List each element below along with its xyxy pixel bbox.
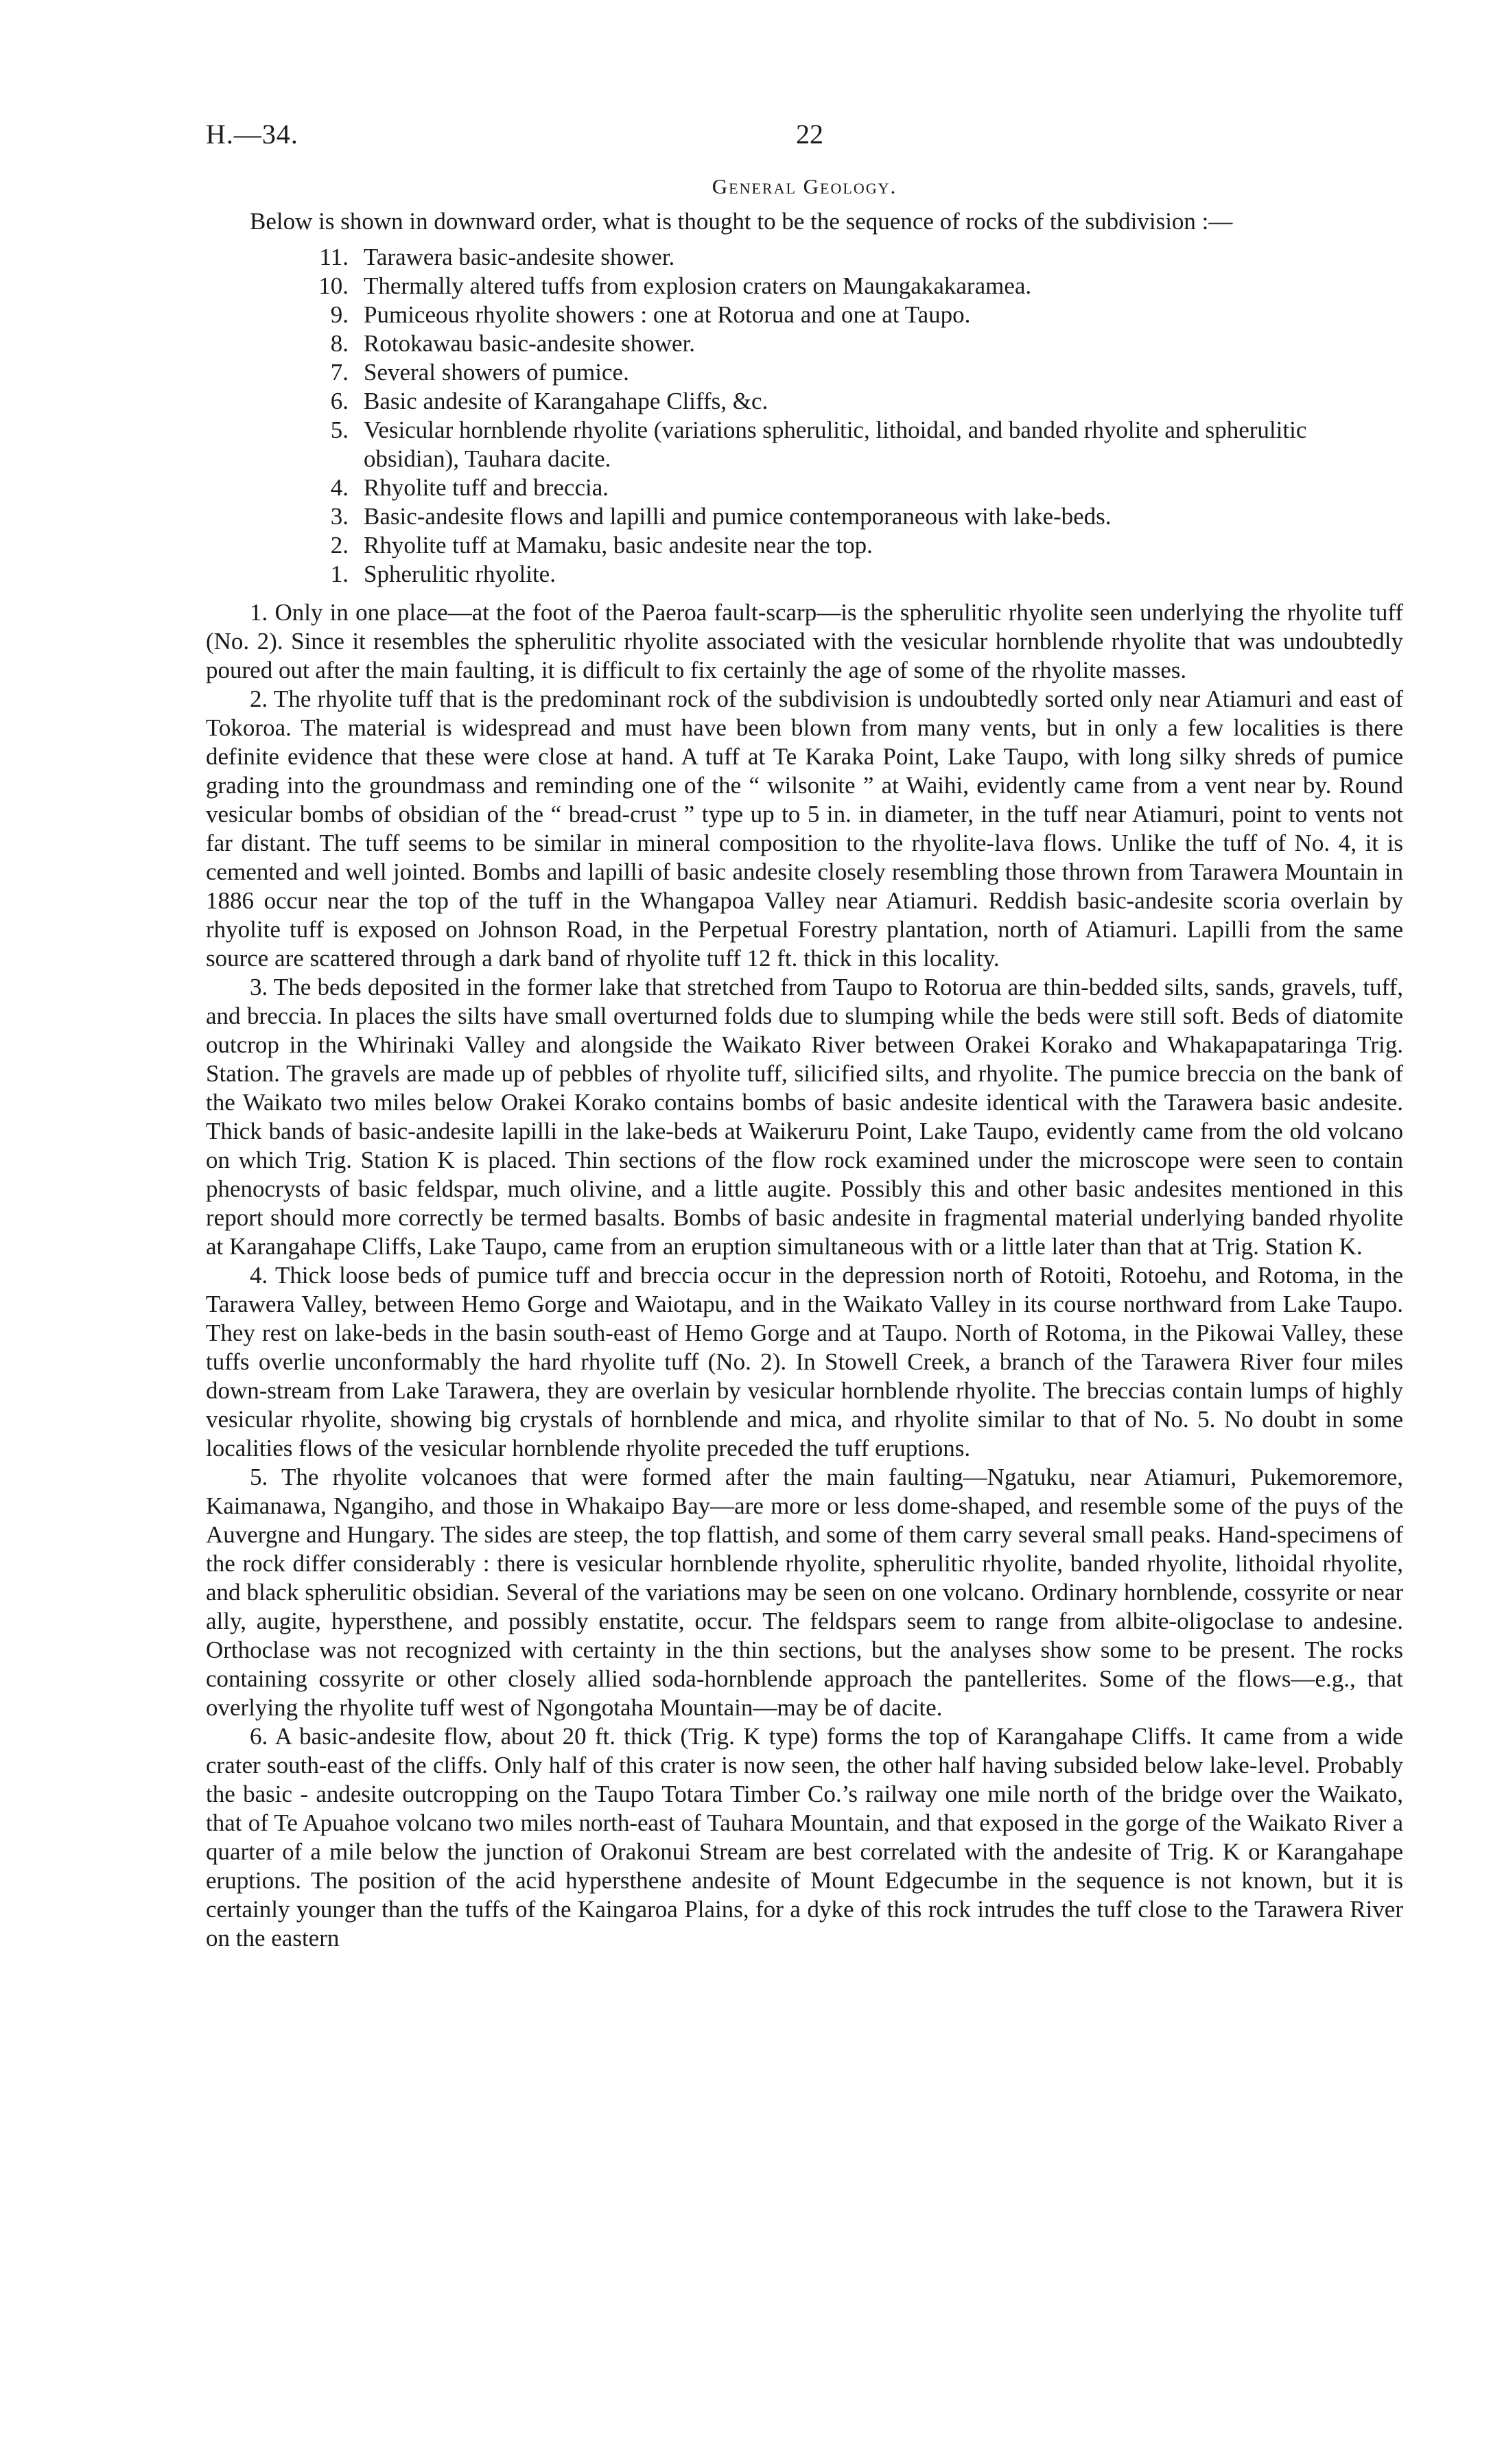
list-item-number: 4. [330,474,349,501]
list-item-number: 8. [330,330,349,357]
list-item-text: Several showers of pumice. [364,359,629,386]
list-item-number: 7. [330,359,349,386]
section-title: General Geology. [712,174,897,198]
list-item [206,301,1403,329]
list-item-number: 10. [318,272,349,299]
list-item [206,243,1403,272]
list-item-text: Rotokawau basic-andesite shower. [364,330,696,357]
paragraph-5: 5. The rhyolite volcanoes that were formed after the main faulting—Ngatuku, near Atiamuri, Pukemoremore, Kaimanawa, Ngangiho, and those in Whakaipo Bay—are more or less dome-shaped, and resemble some of the puys of the Auvergne and Hungary. The sides are steep, the top flattish, and some of them carry several small peaks. Hand-specimens of the rock differ considerably : there is vesicular hornblende rhyolite, spherulitic rhyolite, banded rhyolite, lithoidal rhyolite, and black spherulitic obsidian. Several of the variations may be seen on one volcano. Ordinary hornblende, cossyrite or near ally, augite, hypersthene, and possibly enstatite, occur. The feldspars seem to range from albite-oligoclase to andesine. Orthoclase was not recognized with certainty in the thin sections, but the analyses show some to be present. The rocks containing cossyrite or other closely allied soda-hornblende approach the pantellerites. Some of the flows—e.g., that overlying the rhyolite tuff west of Ngongotaha Mountain—may be of dacite. [206,1464,1403,1721]
list-item [206,272,1403,301]
paragraph-4: 4. Thick loose beds of pumice tuff and breccia occur in the depression north of Rotoiti, Rotoehu, and Rotoma, in the Tarawera Valley, between Hemo Gorge and Waiotapu, and in the Waikato Valley in its course northward from Lake Taupo. They rest on lake-beds in the basin south-east of Hemo Gorge and at Taupo. North of Rotoma, in the Pikowai Valley, these tuffs overlie unconformably the hard rhyolite tuff (No. 2). In Stowell Creek, a branch of the Tarawera River four miles down-stream from Lake Tarawera, they are overlain by vesicular hornblende rhyolite. The breccias contain lumps of highly vesicular rhyolite, showing big crystals of hornblende and mica, and rhyolite similar to that of No. 5. No doubt in some localities flows of the vesicular hornblende rhyolite preceded the tuff eruptions. [206,1262,1403,1462]
list-item-number: 2. [330,532,349,559]
intro-paragraph: Below is shown in downward order, what is thought to be the sequence of rocks of the subdivision :— [250,208,1233,235]
list-item [206,560,1403,589]
list-item [206,531,1403,560]
list-item-text: Pumiceous rhyolite showers : one at Rotorua and one at Taupo. [364,301,971,328]
page-header [206,103,1403,165]
list-item-text: Rhyolite tuff at Mamaku, basic andesite near the top. [364,532,873,559]
list-item-number: 11. [319,244,349,270]
paragraph-3: 3. The beds deposited in the former lake that stretched from Taupo to Rotorua are thin-bedded silts, sands, gravels, tuff, and breccia. In places the silts have small overturned folds due to slumping while the beds were still soft. Beds of diatomite outcrop in the Whirinaki Valley and alongside the Waikato River between Orakei Korako and Whakapapataringa Trig. Station. The gravels are made up of pebbles of rhyolite tuff, silicified silts, and rhyolite. The pumice breccia on the bank of the Waikato two miles below Orakei Korako contains bombs of basic andesite identical with the Tarawera basic andesite. Thick bands of basic-andesite lapilli in the lake-beds at Waikeruru Point, Lake Taupo, evidently came from the old volcano on which Trig. Station K is placed. Thin sections of the flow rock examined under the microscope were seen to contain phenocrysts of basic feldspar, much olivine, and a little augite. Possibly this and other basic andesites mentioned in this report should more correctly be termed basalts. Bombs of basic andesite in fragmental material underlying banded rhyolite at Karangahape Cliffs, Lake Taupo, came from an eruption simultaneous with or a little later than that at Trig. Station K. [206,974,1403,1260]
list-item [206,473,1403,502]
paragraph-2: 2. The rhyolite tuff that is the predominant rock of the subdivision is undoubtedly sorted only near Atiamuri and east of Tokoroa. The material is widespread and must have been blown from many vents, but in only a few localities is there definite evidence that these were close at hand. A tuff at Te Karaka Point, Lake Taupo, with long silky shreds of pumice grading into the groundmass and reminding one of the “ wilsonite ” at Waihi, evidently came from a vent near by. Round vesicular bombs of obsidian of the “ bread-crust ” type up to 5 in. in diameter, in the tuff near Atiamuri, point to vents not far distant. The tuff seems to be similar in mineral composition to the rhyolite-lava flows. Unlike the tuff of No. 4, it is cemented and well jointed. Bombs and lapilli of basic andesite closely resembling those thrown from Tarawera Mountain in 1886 occur near the top of the tuff in the Whangapoa Valley near Atiamuri. Reddish basic-andesite scoria overlain by rhyolite tuff is exposed on Johnson Road, in the Perpetual Forestry plantation, north of Atiamuri. Lapilli from the same source are scattered through a dark band of rhyolite tuff 12 ft. thick in this locality. [206,685,1403,972]
document-page [206,103,1403,1953]
list-item [206,416,1403,473]
list-item-text: Rhyolite tuff and breccia. [364,474,609,501]
list-item-text: Tarawera basic-andesite shower. [364,244,675,270]
list-item-number: 9. [330,301,349,328]
list-item [206,329,1403,358]
list-item-number: 5. [330,416,349,443]
list-item-text: Vesicular hornblende rhyolite (variations spherulitic, lithoidal, and banded rhyolite and spherulitic obsidian), Tauhara dacite. [364,416,1307,472]
body-text [206,598,1403,1953]
page-number: 22 [796,119,823,150]
list-item-text: Spherulitic rhyolite. [364,561,556,587]
list-item-number: 6. [330,388,349,414]
list-item [206,502,1403,531]
rock-sequence-list [206,243,1403,589]
list-item [206,387,1403,416]
list-item-number: 3. [330,503,349,530]
paragraph-6: 6. A basic-andesite flow, about 20 ft. thick (Trig. K type) forms the top of Karangahape Cliffs. It came from a wide crater south-east of the cliffs. Only half of this crater is now seen, the other half having subsided below lake-level. Probably the basic - andesite outcropping on the Taupo Totara Timber Co.’s railway one mile north of the bridge over the Waikato, that of Te Apuahoe volcano two miles north-east of Tauhara Mountain, and that exposed in the gorge of the Waikato River a quarter of a mile below the junction of Orakonui Stream are best correlated with the andesite of Trig. K or Karangahape eruptions. The position of the acid hypersthene andesite of Mount Edgecumbe in the sequence is not known, but it is certainly younger than the tuffs of the Kaingaroa Plains, for a dyke of this rock intrudes the tuff close to the Tarawera River on the eastern [206,1723,1403,1951]
list-item-text: Basic andesite of Karangahape Cliffs, &c. [364,388,768,414]
document-reference: H.—34. [206,119,298,150]
list-item-text: Thermally altered tuffs from explosion craters on Maungakakaramea. [364,272,1032,299]
list-item-text: Basic-andesite flows and lapilli and pumice contemporaneous with lake-beds. [364,503,1112,530]
paragraph-1: 1. Only in one place—at the foot of the Paeroa fault-scarp—is the spherulitic rhyolite seen underlying the rhyolite tuff (No. 2). Since it resembles the spherulitic rhyolite associated with the vesicular hornblende rhyolite that was undoubtedly poured out after the main faulting, it is difficult to fix certainly the age of some of the rhyolite masses. [206,599,1403,683]
list-item-number: 1. [330,561,349,587]
list-item [206,358,1403,387]
